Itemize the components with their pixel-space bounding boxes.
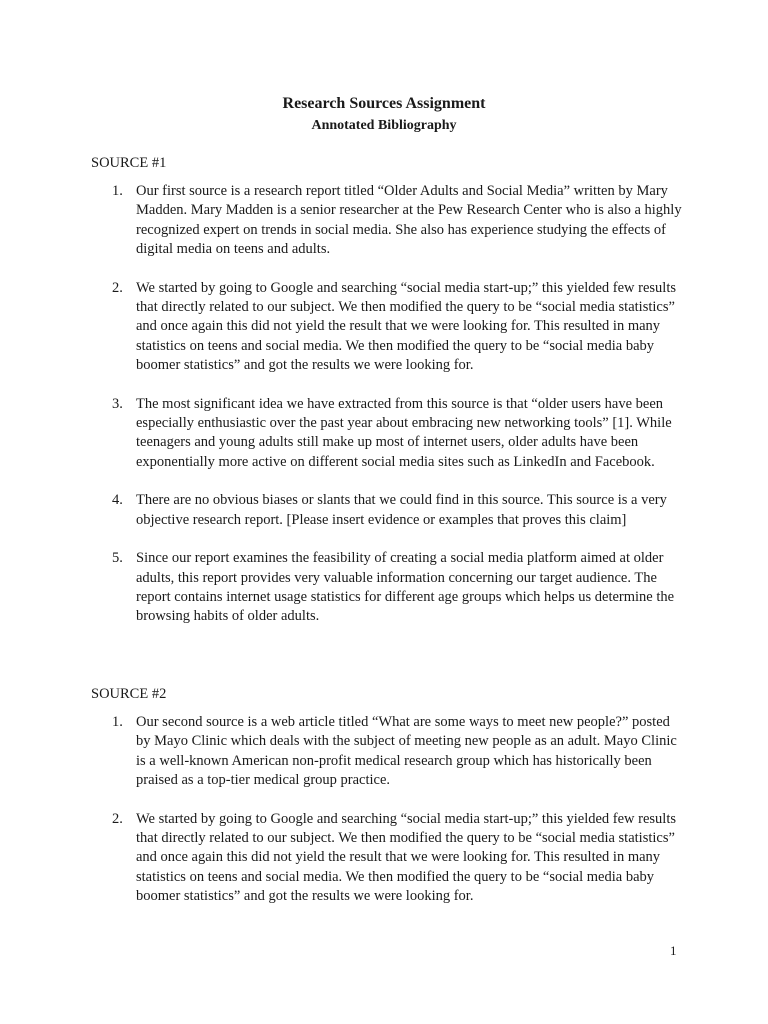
item-text: Our first source is a research report titled “Older Adults and Social Media” written by Mary Madden. Mary Madden is a senior researcher at the Pew Research Center who is also a highly recognized expert on trends in social media. She also has experience studying the effects of digital media on teens and adults. [136,183,682,257]
item-number: 3. [112,395,123,412]
list-item [0,713,768,790]
source-1-list [0,182,768,646]
item-number: 5. [112,550,123,567]
source-2-list [0,713,768,926]
source-2-heading: SOURCE #2 [91,686,167,702]
item-text: The most significant idea we have extracted from this source is that “older users have been especially enthusiastic over the past year about embracing new networking tools” [1]. While teenagers and young adults still make up most of internet users, older adults have been exponentially more active on different social media sites such as LinkedIn and Facebook. [136,395,672,470]
document-title: Research Sources Assignment [282,95,486,112]
item-text: Our second source is a web article titled “What are some ways to meet new people?” posted by Mayo Clinic which deals with the subject of meeting new people as an adult. Mayo Clinic is a well-known American non-profit medical research group which has historically been praised as a top-tier medical group practice. [136,714,677,788]
list-item [0,395,768,472]
source-1-heading: SOURCE #1 [91,155,167,171]
item-text: We started by going to Google and searching “social media start-up;” this yielded few results that directly related to our subject. We then modified the query to be “social media statistics” and once again this did not yield the result that we were looking for. This resulted in many statistics on teens and social media. We then modified the query to be “social media baby boomer statistics” and got the results we were looking for. [136,279,677,373]
item-number: 1. [112,183,123,199]
document-subtitle: Annotated Bibliography [311,118,457,133]
list-item [0,810,768,906]
list-item [0,491,768,530]
item-number: 1. [112,714,123,730]
item-text: There are no obvious biases or slants that we could find in this source. This source is a very objective research report. [Please insert evidence or examples that proves this claim] [136,492,667,528]
item-text: We started by going to Google and searching “social media start-up;” this yielded few results that directly related to our subject. We then modified the query to be “social media statistics” and once again this did not yield the result that we were looking for. This resulted in many statistics on teens and social media. We then modified the query to be “social media baby boomer statistics” and got the results we were looking for. [136,810,677,904]
item-number: 2. [112,810,123,827]
list-item [0,182,768,259]
list-item [0,279,768,375]
item-number: 2. [112,279,123,296]
item-text: Since our report examines the feasibility of creating a social media platform aimed at older adults, this report provides very valuable information concerning our target audience. The report contains internet usage statistics for different age groups which helps us determine the browsing habits of older adults. [136,550,675,625]
page-number: 1 [670,943,677,958]
list-item [0,549,768,626]
item-number: 4. [112,492,123,509]
